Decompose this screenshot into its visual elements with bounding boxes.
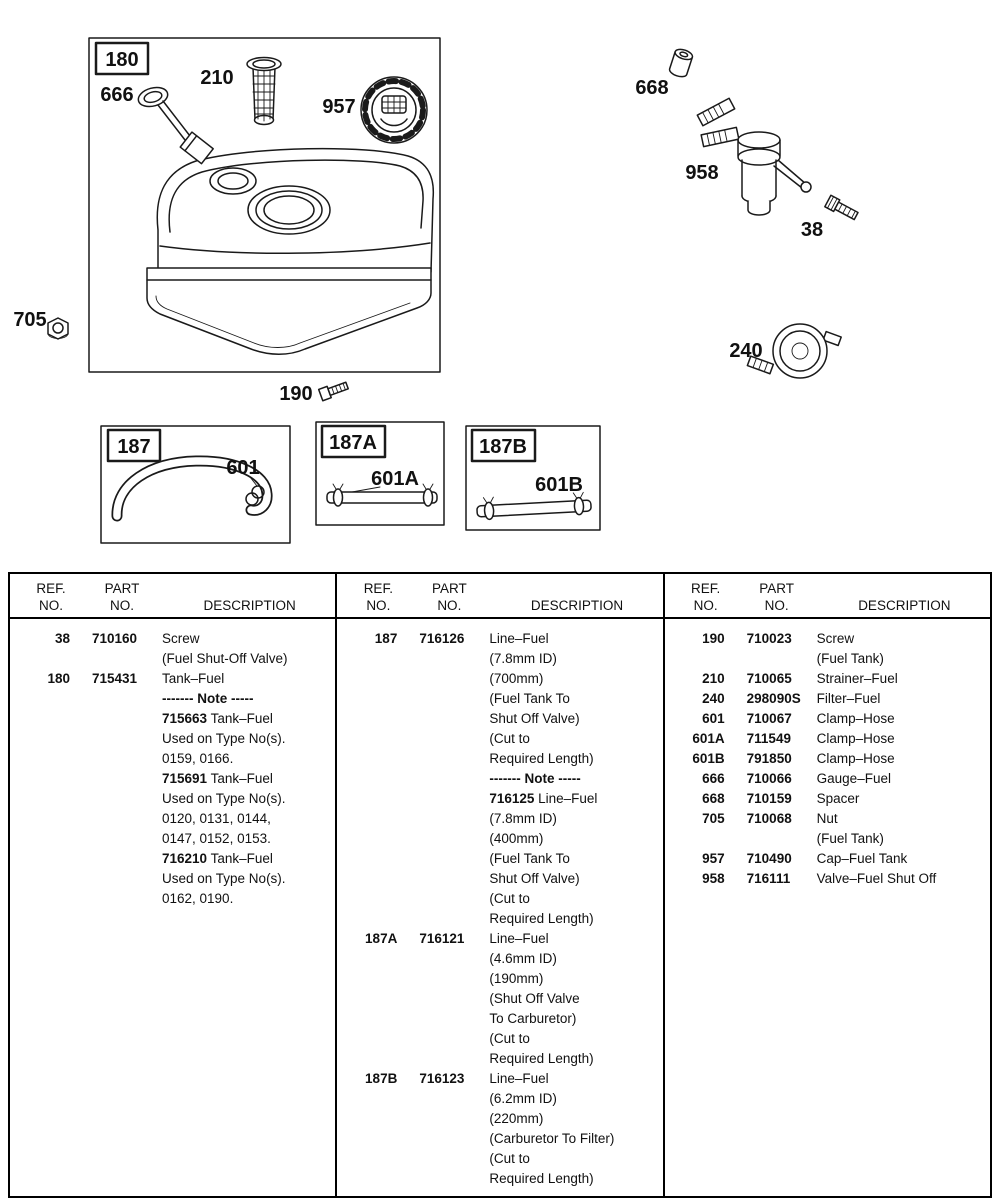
callout-601: 601 (226, 457, 260, 479)
callout-190: 190 (279, 383, 313, 405)
parts-row (349, 929, 656, 1069)
part-no: 715431 (92, 671, 138, 686)
ref-no: 666 (702, 771, 725, 786)
parts-row (677, 869, 984, 889)
fuel-strainer-drawing (247, 58, 281, 125)
callout-666: 666 (100, 84, 134, 106)
fuel-shutoff-valve-drawing (697, 98, 811, 215)
ref-no: 601 (702, 711, 725, 726)
part-no: 298090S (746, 691, 801, 706)
parts-table (8, 572, 992, 1198)
header-description: DESCRIPTION (858, 598, 951, 613)
ref-no: 668 (702, 791, 725, 806)
ref-no: 210 (702, 671, 725, 686)
nut-drawing (48, 318, 68, 339)
callout-705: 705 (13, 309, 47, 331)
spacer-drawing (668, 47, 693, 78)
description: Spacer (816, 791, 860, 806)
hose-601B-drawing (476, 492, 591, 520)
ref-no: 187 (374, 631, 398, 646)
part-no: 710159 (746, 791, 792, 806)
parts-row (349, 1069, 656, 1189)
header-part-no: PART NO. (104, 581, 140, 613)
header-ref-no: REF. NO. (36, 581, 66, 613)
screw-38-drawing (825, 195, 859, 222)
ref-no: 187B (365, 1071, 398, 1086)
callout-38: 38 (800, 219, 824, 241)
parts-table-column-2 (335, 574, 662, 1196)
fuel-tank-drawing (147, 149, 433, 355)
ref-no: 705 (702, 811, 725, 826)
callout-210: 210 (200, 67, 234, 89)
fuel-gauge-drawing (136, 84, 213, 163)
part-no: 710065 (746, 671, 792, 686)
ref-no: 38 (54, 631, 70, 646)
header-ref-no: REF. NO. (691, 581, 721, 613)
header-ref-no: REF. NO. (363, 581, 393, 613)
ref-no: 180 (47, 671, 70, 686)
header-part-no: PART NO. (431, 581, 467, 613)
parts-row (677, 629, 984, 669)
part-no: 711549 (746, 731, 791, 746)
callout-957: 957 (322, 96, 356, 118)
header-description: DESCRIPTION (203, 598, 296, 613)
parts-row (22, 669, 329, 909)
table-body (665, 619, 990, 889)
description: Screw (Fuel Tank) (816, 631, 884, 666)
ref-no: 190 (702, 631, 725, 646)
parts-row (677, 769, 984, 789)
callout-187B: 187B (479, 436, 527, 458)
callout-187: 187 (117, 436, 151, 458)
parts-row (677, 729, 984, 749)
parts-row (22, 629, 329, 669)
parts-row (677, 709, 984, 729)
description: Line–Fuel (6.2mm ID) (220mm) (Carburetor To Filter) (Cut to Required Length) (489, 1071, 615, 1186)
parts-row (677, 669, 984, 689)
callout-601A: 601A (371, 468, 419, 490)
part-no: 710066 (746, 771, 792, 786)
part-no: 716121 (419, 931, 465, 946)
ref-no: 958 (702, 871, 725, 886)
parts-row (349, 629, 656, 929)
part-no: 716126 (419, 631, 465, 646)
parts-row (677, 849, 984, 869)
part-no: 791850 (746, 751, 792, 766)
description: Gauge–Fuel (816, 771, 891, 786)
parts-table-column-1 (10, 574, 335, 1196)
ref-no: 240 (702, 691, 725, 706)
part-no: 710068 (746, 811, 792, 826)
parts-table-column-3 (663, 574, 990, 1196)
callout-240: 240 (729, 340, 763, 362)
header-description: DESCRIPTION (530, 598, 624, 613)
part-no: 710490 (746, 851, 792, 866)
callout-601B: 601B (535, 474, 583, 496)
table-header (337, 574, 662, 619)
parts-row (677, 789, 984, 809)
description: Filter–Fuel (816, 691, 881, 706)
parts-diagram (0, 0, 1000, 568)
table-body (10, 619, 335, 909)
parts-row (677, 809, 984, 849)
callout-958: 958 (685, 162, 719, 184)
part-no: 710023 (746, 631, 792, 646)
part-no: 716111 (746, 871, 791, 886)
parts-row (677, 749, 984, 769)
callout-668: 668 (635, 77, 669, 99)
description: Strainer–Fuel (816, 671, 898, 686)
callout-180: 180 (105, 49, 139, 71)
description: Screw (Fuel Shut-Off Valve) (162, 631, 288, 666)
description: Nut (Fuel Tank) (816, 811, 884, 846)
description: Valve–Fuel Shut Off (816, 871, 937, 886)
part-no: 710160 (92, 631, 138, 646)
description: Clamp–Hose (816, 751, 895, 766)
ref-no: 601B (692, 751, 725, 766)
table-body (337, 619, 662, 1189)
header-part-no: PART NO. (759, 581, 795, 613)
table-header (10, 574, 335, 619)
description: Clamp–Hose (816, 711, 895, 726)
description: Cap–Fuel Tank (816, 851, 908, 866)
ref-no: 187A (365, 931, 398, 946)
fuel-cap-drawing (361, 77, 427, 143)
part-no: 716123 (419, 1071, 465, 1086)
description: Line–Fuel (7.8mm ID) (700mm) (Fuel Tank To Shut Off Valve) (Cut to Required Length) ------- Note ----- 716125 Line–Fuel (7.8mm ID) (400mm) (Fuel Tank To Shut Off Valve) (Cut to Required Length) (489, 631, 598, 926)
callout-187A: 187A (329, 432, 377, 454)
table-header (665, 574, 990, 619)
ref-no: 601A (692, 731, 725, 746)
description: Tank–Fuel ------- Note ----- 715663 Tank–Fuel Used on Type No(s). 0159, 0166. 715691 Tank–Fuel Used on Type No(s). 0120, 0131, 0144, 0147, 0152, 0153. 716210 Tank–Fuel Used on Type No(s). 0162, 0190. (162, 671, 286, 906)
part-no: 710067 (746, 711, 792, 726)
description: Line–Fuel (4.6mm ID) (190mm) (Shut Off Valve To Carburetor) (Cut to Required Length) (489, 931, 594, 1066)
description: Clamp–Hose (816, 731, 895, 746)
ref-no: 957 (702, 851, 725, 866)
screw-190-drawing (319, 380, 349, 401)
parts-row (677, 689, 984, 709)
